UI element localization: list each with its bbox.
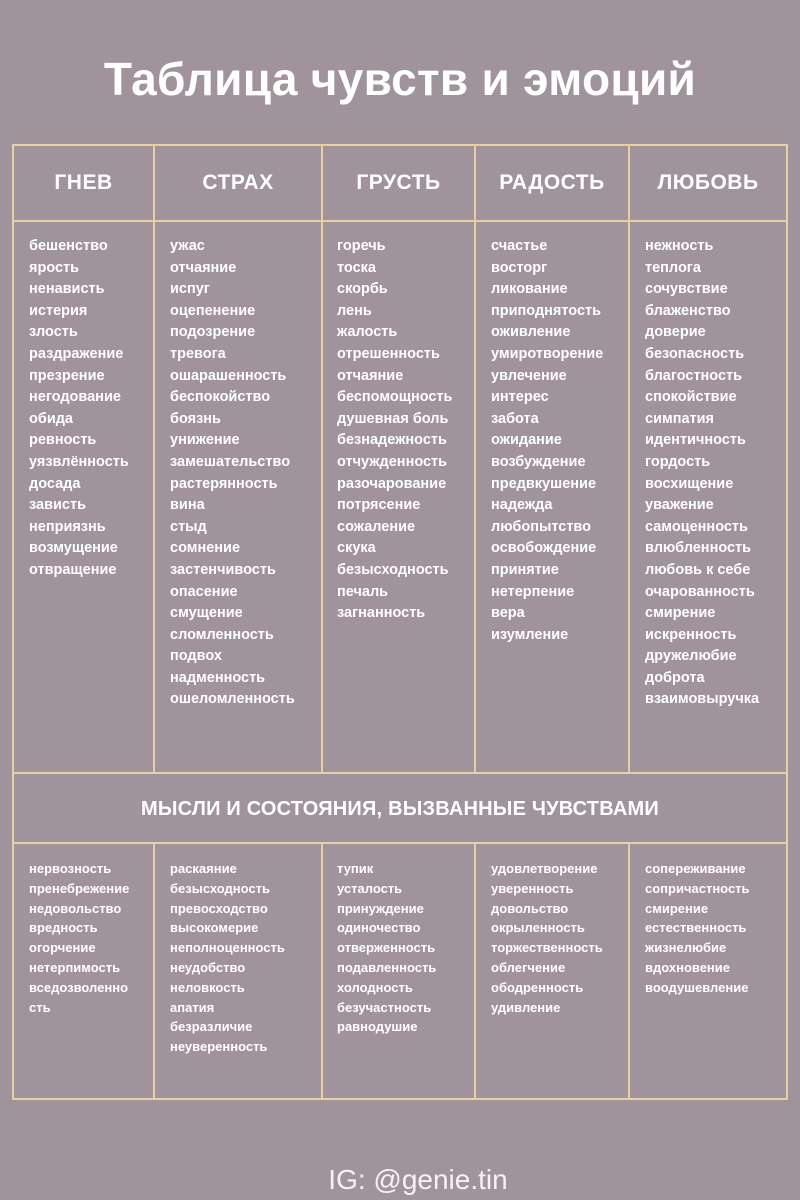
- emotion-item: замешательство: [170, 453, 291, 470]
- state-item: нетерпимость: [29, 959, 121, 975]
- emotion-item: ненависть: [29, 281, 105, 298]
- state-item: безучастность: [337, 999, 432, 1015]
- emotion-item: негодование: [29, 389, 121, 406]
- emotion-item: ожидание: [491, 432, 562, 449]
- state-item: удовлетворение: [491, 861, 598, 876]
- emotion-item: горечь: [337, 238, 386, 254]
- emotion-item: отчаяние: [170, 259, 237, 276]
- emotion-item: счастье: [491, 238, 548, 254]
- header-joy: РАДОСТЬ: [499, 171, 605, 194]
- emotion-item: предвкушение: [491, 475, 597, 492]
- header-fear: СТРАХ: [202, 171, 274, 194]
- emotion-item: сломленность: [170, 626, 274, 643]
- column-divider: [153, 146, 155, 772]
- emotion-item: раздражение: [29, 345, 124, 362]
- emotion-item: интерес: [491, 389, 549, 406]
- emotion-item: самоценность: [645, 518, 748, 535]
- state-item: холодность: [337, 979, 413, 995]
- header-sadness: ГРУСТЬ: [356, 171, 441, 194]
- emotion-item: потрясение: [337, 497, 421, 514]
- states-list-love: [645, 859, 750, 998]
- emotion-item: влюбленность: [645, 540, 752, 557]
- state-item: тупик: [337, 861, 374, 876]
- emotion-item: благостность: [645, 367, 743, 384]
- state-item: отверженность: [337, 940, 436, 956]
- emotion-item: уважение: [645, 497, 714, 514]
- state-item: вдохновение: [645, 959, 731, 975]
- state-item: естественность: [645, 920, 747, 936]
- column-divider: [628, 844, 630, 1098]
- emotion-item: досада: [29, 475, 81, 492]
- state-item: подавленность: [337, 959, 437, 975]
- footer-handle: IG: @genie.tin: [328, 1164, 508, 1195]
- emotion-item: душевная боль: [337, 410, 449, 427]
- header-anger: ГНЕВ: [54, 171, 113, 194]
- emotion-item: застенчивость: [170, 561, 276, 578]
- emotion-item: отрешенность: [337, 345, 440, 362]
- state-item: жизнелюбие: [645, 940, 727, 956]
- state-item: неудобство: [170, 959, 246, 975]
- emotion-item: любовь к себе: [645, 561, 751, 578]
- header-divider: [14, 220, 786, 222]
- emotion-item: ликование: [491, 281, 568, 298]
- emotion-item: искренность: [645, 626, 737, 643]
- state-item: удивление: [491, 999, 561, 1015]
- emotion-item: ошарашенность: [170, 367, 287, 384]
- emotion-item: бешенство: [29, 238, 108, 254]
- emotion-item: возбуждение: [491, 453, 586, 470]
- emotion-item: неприязнь: [29, 518, 106, 535]
- page-title: Таблица чувств и эмоций: [103, 53, 697, 105]
- sadness-list: [337, 236, 452, 625]
- joy-list: [491, 236, 603, 646]
- emotion-item: ошеломленность: [170, 691, 295, 708]
- emotion-item: отчаяние: [337, 367, 404, 384]
- emotion-item: смирение: [645, 605, 716, 622]
- emotion-item: опасение: [170, 583, 238, 600]
- states-list-sadness: [337, 859, 436, 1037]
- emotion-item: подозрение: [170, 324, 256, 341]
- state-item: раскаяние: [170, 861, 237, 876]
- emotion-item: доверие: [645, 324, 706, 341]
- emotion-item: возмущение: [29, 540, 118, 557]
- emotion-item: взаимовыручка: [645, 691, 760, 708]
- emotion-item: вина: [170, 497, 205, 514]
- fear-list: [170, 236, 295, 711]
- emotion-item: ярость: [29, 259, 80, 276]
- state-item: сопричастность: [645, 880, 750, 896]
- emotion-item: изумление: [491, 626, 569, 643]
- emotion-item: загнанность: [337, 605, 426, 622]
- emotion-item: очарованность: [645, 583, 755, 600]
- emotion-item: уязвлённость: [29, 453, 129, 470]
- emotion-item: сомнение: [170, 540, 241, 557]
- emotion-item: зависть: [29, 497, 86, 514]
- emotion-item: надежда: [491, 497, 553, 514]
- state-item: нервозность: [29, 861, 112, 876]
- state-item: недовольство: [29, 900, 122, 916]
- emotion-item: тревога: [170, 345, 226, 362]
- states-list-fear: [170, 859, 285, 1057]
- love-list: [645, 236, 759, 711]
- emotion-item: безнадежность: [337, 432, 447, 449]
- emotion-item: освобождение: [491, 540, 597, 557]
- column-divider: [474, 844, 476, 1098]
- state-item: окрыленность: [491, 920, 585, 936]
- state-item: довольство: [491, 900, 569, 916]
- state-item: равнодушие: [337, 1019, 418, 1035]
- state-item: пренебрежение: [29, 880, 130, 896]
- emotion-item: оцепенение: [170, 302, 256, 319]
- emotion-item: ужас: [170, 238, 205, 254]
- state-item: уверенность: [491, 880, 574, 896]
- emotion-item: злость: [29, 324, 78, 341]
- emotion-item: ревность: [29, 432, 97, 449]
- emotion-item: надменность: [170, 669, 266, 686]
- emotion-item: оживление: [491, 324, 571, 341]
- emotion-item: смущение: [170, 605, 243, 622]
- state-item: вседозволенно: [29, 979, 129, 995]
- state-item: неполноценность: [170, 940, 285, 956]
- emotions-table: [12, 144, 788, 1100]
- emotion-item: унижение: [170, 432, 240, 449]
- header-love: ЛЮБОВЬ: [657, 171, 759, 194]
- state-item: сть: [29, 999, 51, 1015]
- emotion-item: отвращение: [29, 561, 117, 578]
- emotion-item: безопасность: [645, 345, 745, 362]
- emotion-item: гордость: [645, 453, 711, 470]
- emotion-item: истерия: [29, 302, 88, 319]
- states-list-joy: [491, 859, 603, 1017]
- column-divider: [321, 844, 323, 1098]
- emotion-item: сочувствие: [645, 281, 728, 298]
- state-item: неуверенность: [170, 1039, 268, 1055]
- emotion-item: нетерпение: [491, 583, 575, 600]
- emotion-item: идентичность: [645, 432, 746, 449]
- emotion-item: разочарование: [337, 475, 447, 492]
- section-title: МЫСЛИ И СОСТОЯНИЯ, ВЫЗВАННЫЕ ЧУВСТВАМИ: [141, 797, 659, 820]
- state-item: безысходность: [170, 880, 271, 896]
- column-divider: [321, 146, 323, 772]
- emotion-item: печаль: [337, 583, 389, 600]
- emotion-item: симпатия: [645, 410, 715, 427]
- state-item: ободренность: [491, 979, 584, 995]
- emotion-item: восхищение: [645, 475, 734, 492]
- emotion-item: восторг: [491, 259, 548, 276]
- state-item: облегчение: [491, 959, 566, 975]
- emotion-item: жалость: [337, 324, 398, 341]
- state-item: превосходство: [170, 900, 268, 916]
- emotion-item: подвох: [170, 648, 222, 665]
- emotion-item: лень: [337, 302, 372, 319]
- emotion-item: доброта: [645, 669, 705, 686]
- emotion-item: скука: [337, 540, 376, 557]
- emotion-item: увлечение: [491, 367, 567, 384]
- column-divider: [474, 146, 476, 772]
- emotion-item: стыд: [170, 518, 207, 535]
- column-divider: [628, 146, 630, 772]
- emotion-item: дружелюбие: [645, 648, 737, 665]
- emotion-item: умиротворение: [491, 345, 604, 362]
- emotion-item: любопытство: [491, 518, 592, 535]
- state-item: сопереживание: [645, 861, 746, 876]
- column-divider: [153, 844, 155, 1098]
- state-item: усталость: [337, 880, 403, 896]
- anger-list: [29, 236, 129, 582]
- state-item: воодушевление: [645, 979, 749, 995]
- state-item: безразличие: [170, 1019, 253, 1035]
- emotion-item: нежность: [645, 238, 714, 254]
- emotion-item: безысходность: [337, 561, 449, 578]
- state-item: неловкость: [170, 979, 245, 995]
- emotion-item: обида: [29, 410, 73, 427]
- states-list-anger: [29, 859, 129, 1017]
- state-item: апатия: [170, 999, 215, 1015]
- emotion-item: приподнятость: [491, 302, 602, 319]
- state-item: торжественность: [491, 940, 603, 956]
- emotion-item: вера: [491, 605, 525, 622]
- emotion-item: теплога: [645, 259, 701, 276]
- emotion-item: принятие: [491, 561, 559, 578]
- emotion-item: беспокойство: [170, 389, 271, 406]
- state-item: одиночество: [337, 920, 421, 936]
- emotion-item: боязнь: [170, 410, 221, 427]
- emotion-item: блаженство: [645, 302, 731, 319]
- emotion-item: спокойствие: [645, 389, 737, 406]
- emotion-item: сожаление: [337, 518, 416, 535]
- state-item: вредность: [29, 920, 98, 936]
- emotion-item: тоска: [337, 259, 376, 276]
- emotion-item: отчужденность: [337, 453, 448, 470]
- state-item: принуждение: [337, 900, 424, 916]
- emotion-item: скорбь: [337, 281, 388, 298]
- state-item: огорчение: [29, 940, 96, 956]
- state-item: смирение: [645, 900, 709, 916]
- emotion-item: растерянность: [170, 475, 278, 492]
- emotion-item: презрение: [29, 367, 105, 384]
- emotion-item: испуг: [170, 281, 210, 298]
- state-item: высокомерие: [170, 920, 259, 936]
- emotion-item: забота: [491, 410, 539, 427]
- emotion-item: беспомощность: [337, 389, 453, 406]
